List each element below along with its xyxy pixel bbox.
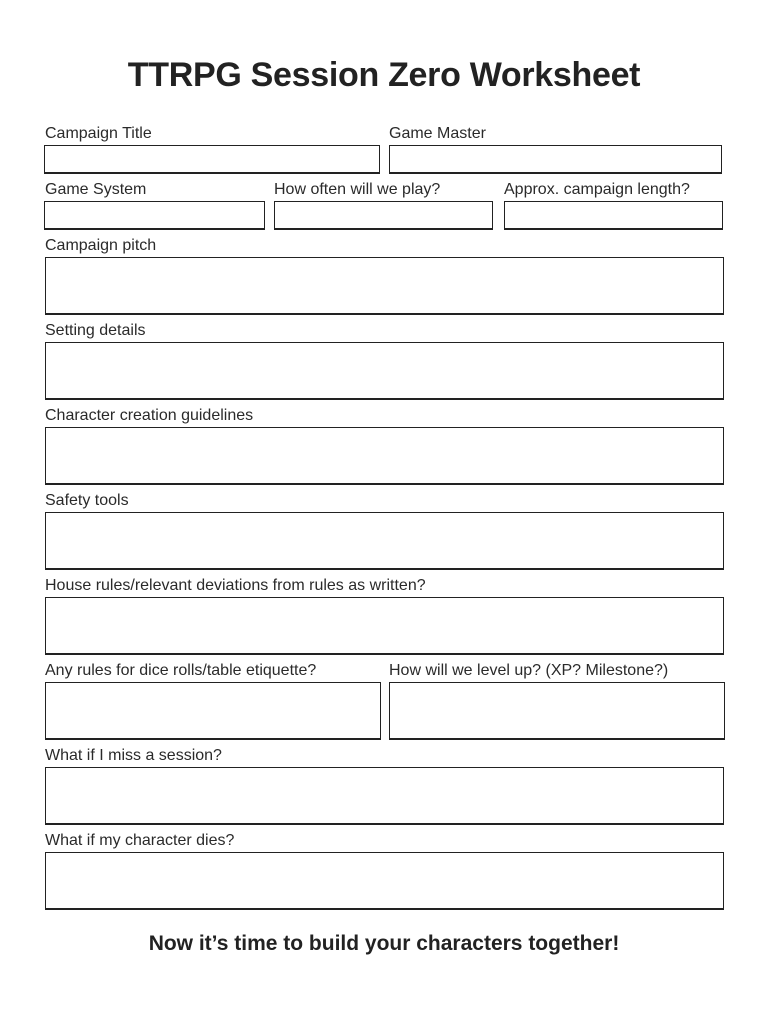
level-up-field[interactable] xyxy=(389,682,725,740)
game-system-field[interactable] xyxy=(44,201,265,230)
setting-details-label: Setting details xyxy=(45,322,146,339)
play-frequency-field[interactable] xyxy=(274,201,493,230)
campaign-pitch-field[interactable] xyxy=(45,257,724,315)
miss-session-field[interactable] xyxy=(45,767,724,825)
campaign-title-label: Campaign Title xyxy=(45,125,152,142)
dice-etiquette-field[interactable] xyxy=(45,682,381,740)
level-up-label: How will we level up? (XP? Milestone?) xyxy=(389,662,669,679)
page-title: TTRPG Session Zero Worksheet xyxy=(127,56,641,94)
game-master-label: Game Master xyxy=(389,125,486,142)
character-dies-field[interactable] xyxy=(45,852,724,910)
game-system-label: Game System xyxy=(45,181,147,198)
play-frequency-label: How often will we play? xyxy=(274,181,441,198)
game-master-field[interactable] xyxy=(389,145,722,174)
house-rules-label: House rules/relevant deviations from rules as written? xyxy=(45,577,426,594)
campaign-pitch-label: Campaign pitch xyxy=(45,237,157,254)
campaign-title-field[interactable] xyxy=(44,145,380,174)
footer-note: Now it’s time to build your characters together! xyxy=(148,932,620,955)
house-rules-field[interactable] xyxy=(45,597,724,655)
character-creation-field[interactable] xyxy=(45,427,724,485)
miss-session-label: What if I miss a session? xyxy=(45,747,222,764)
character-creation-label: Character creation guidelines xyxy=(45,407,254,424)
character-dies-label: What if my character dies? xyxy=(45,832,235,849)
dice-etiquette-label: Any rules for dice rolls/table etiquette? xyxy=(45,662,317,679)
campaign-length-label: Approx. campaign length? xyxy=(504,181,690,198)
safety-tools-label: Safety tools xyxy=(45,492,129,509)
setting-details-field[interactable] xyxy=(45,342,724,400)
campaign-length-field[interactable] xyxy=(504,201,723,230)
safety-tools-field[interactable] xyxy=(45,512,724,570)
